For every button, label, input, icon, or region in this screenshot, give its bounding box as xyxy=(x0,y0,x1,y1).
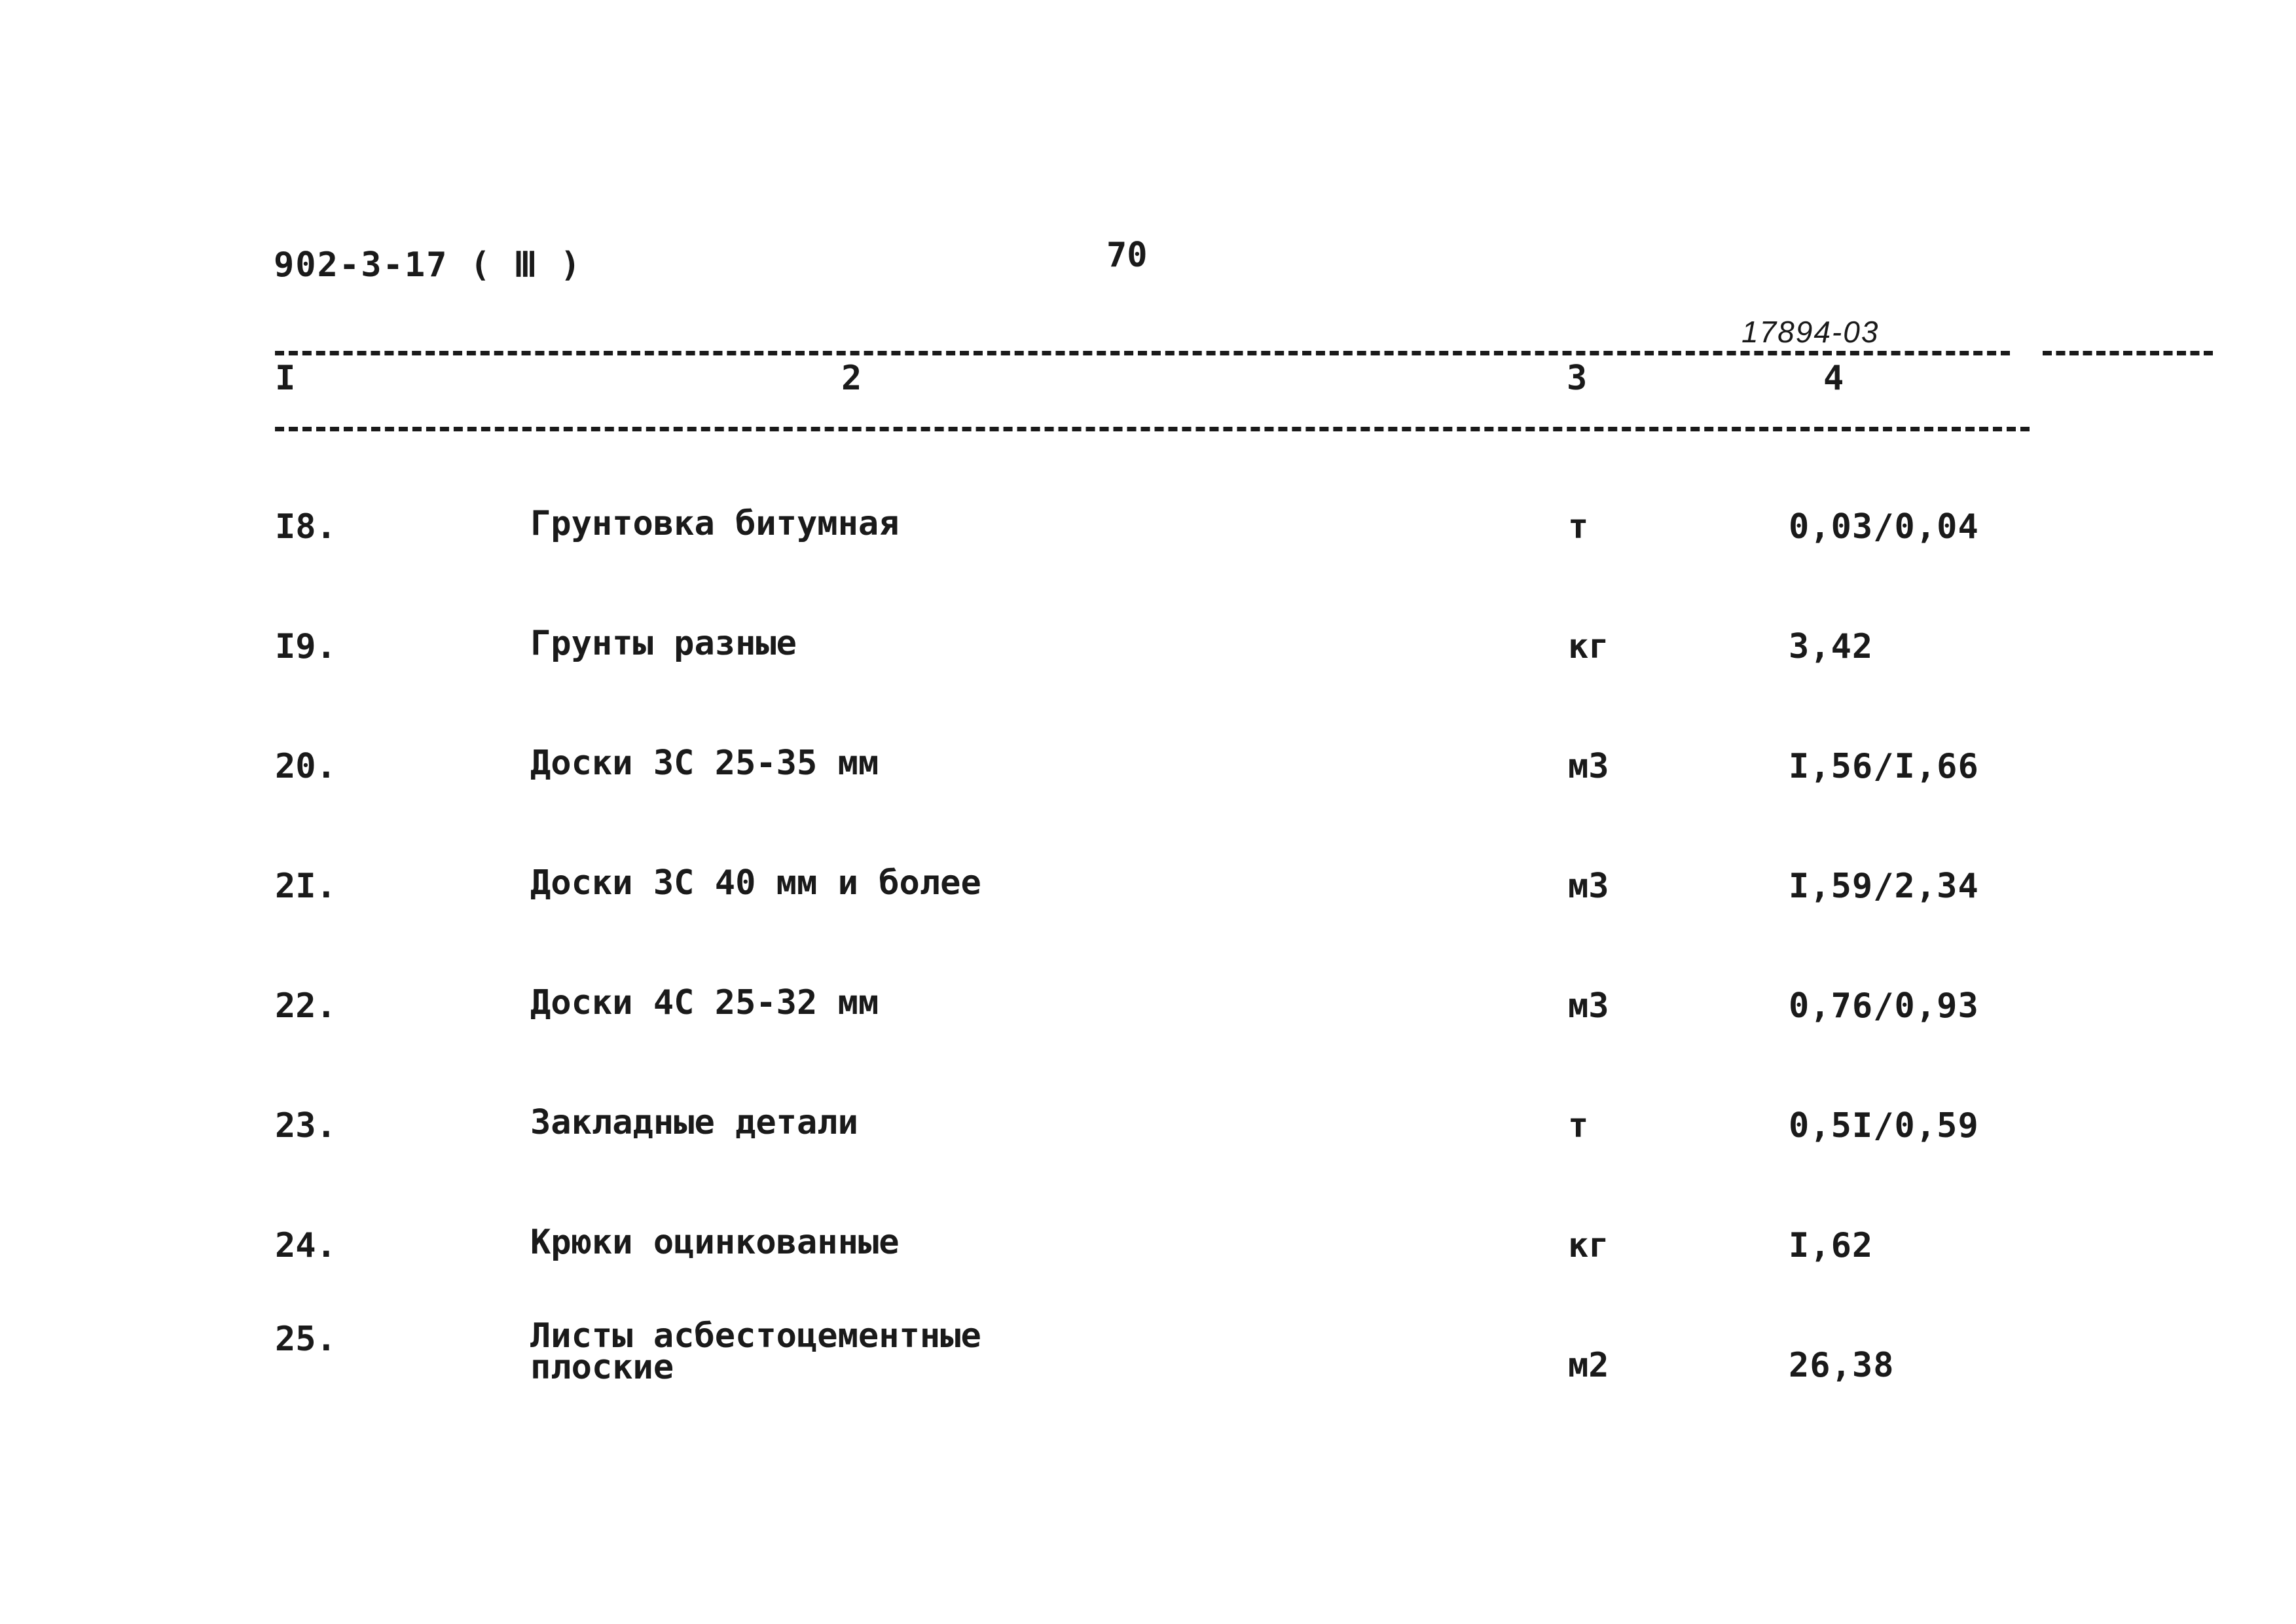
unit: кг xyxy=(1568,1226,1609,1265)
column-header-1: I xyxy=(275,359,296,398)
table-row xyxy=(0,1223,2296,1305)
material-name: Грунтовка битумная xyxy=(530,504,900,543)
quantity: 26,38 xyxy=(1789,1346,1895,1385)
material-name-line2: плоские xyxy=(530,1348,674,1387)
quantity: I,56/I,66 xyxy=(1789,747,1979,786)
table-row xyxy=(0,744,2296,825)
header-bottom-rule xyxy=(275,427,2030,431)
document-code: 902-3-17 ( Ⅲ ) xyxy=(274,245,582,285)
material-name-line1: Листы асбестоцементные xyxy=(530,1316,981,1356)
row-number: 25. xyxy=(275,1320,337,1359)
table-row xyxy=(0,624,2296,706)
material-name: Доски 4С 25-32 мм xyxy=(530,983,879,1022)
row-number: I9. xyxy=(275,627,337,666)
row-number: I8. xyxy=(275,507,337,547)
row-number: 2I. xyxy=(275,867,337,906)
row-number: 22. xyxy=(275,986,337,1026)
table-row xyxy=(0,1316,2296,1424)
table-row xyxy=(0,863,2296,945)
table-row xyxy=(0,1103,2296,1185)
unit: м3 xyxy=(1568,747,1609,786)
row-number: 24. xyxy=(275,1226,337,1265)
quantity: I,62 xyxy=(1789,1226,1874,1265)
unit: м3 xyxy=(1568,867,1609,906)
unit: т xyxy=(1568,1106,1589,1146)
unit: т xyxy=(1568,507,1589,547)
row-number: 20. xyxy=(275,747,337,786)
row-number: 23. xyxy=(275,1106,337,1146)
quantity: 0,5I/0,59 xyxy=(1789,1106,1979,1146)
unit: кг xyxy=(1568,627,1609,666)
material-name: Доски 3С 25-35 мм xyxy=(530,744,879,783)
quantity: 0,03/0,04 xyxy=(1789,507,1979,547)
material-name: Доски 3С 40 мм и более xyxy=(530,863,981,903)
table-row xyxy=(0,983,2296,1065)
header-top-rule xyxy=(275,351,2010,355)
quantity: 0,76/0,93 xyxy=(1789,986,1979,1026)
unit: м3 xyxy=(1568,986,1609,1026)
inventory-number: 17894-03 xyxy=(1741,315,1880,349)
table-row xyxy=(0,504,2296,586)
material-name: Крюки оцинкованные xyxy=(530,1223,900,1262)
material-name: Закладные детали xyxy=(530,1103,858,1142)
quantity: 3,42 xyxy=(1789,627,1874,666)
material-name: Грунты разные xyxy=(530,624,797,663)
unit: м2 xyxy=(1568,1346,1609,1385)
quantity: I,59/2,34 xyxy=(1789,867,1979,906)
page-number: 70 xyxy=(1106,236,1148,275)
column-header-2: 2 xyxy=(841,359,862,398)
column-header-3: 3 xyxy=(1567,359,1588,398)
column-header-4: 4 xyxy=(1823,359,1844,398)
header-top-rule-right xyxy=(2043,351,2213,355)
